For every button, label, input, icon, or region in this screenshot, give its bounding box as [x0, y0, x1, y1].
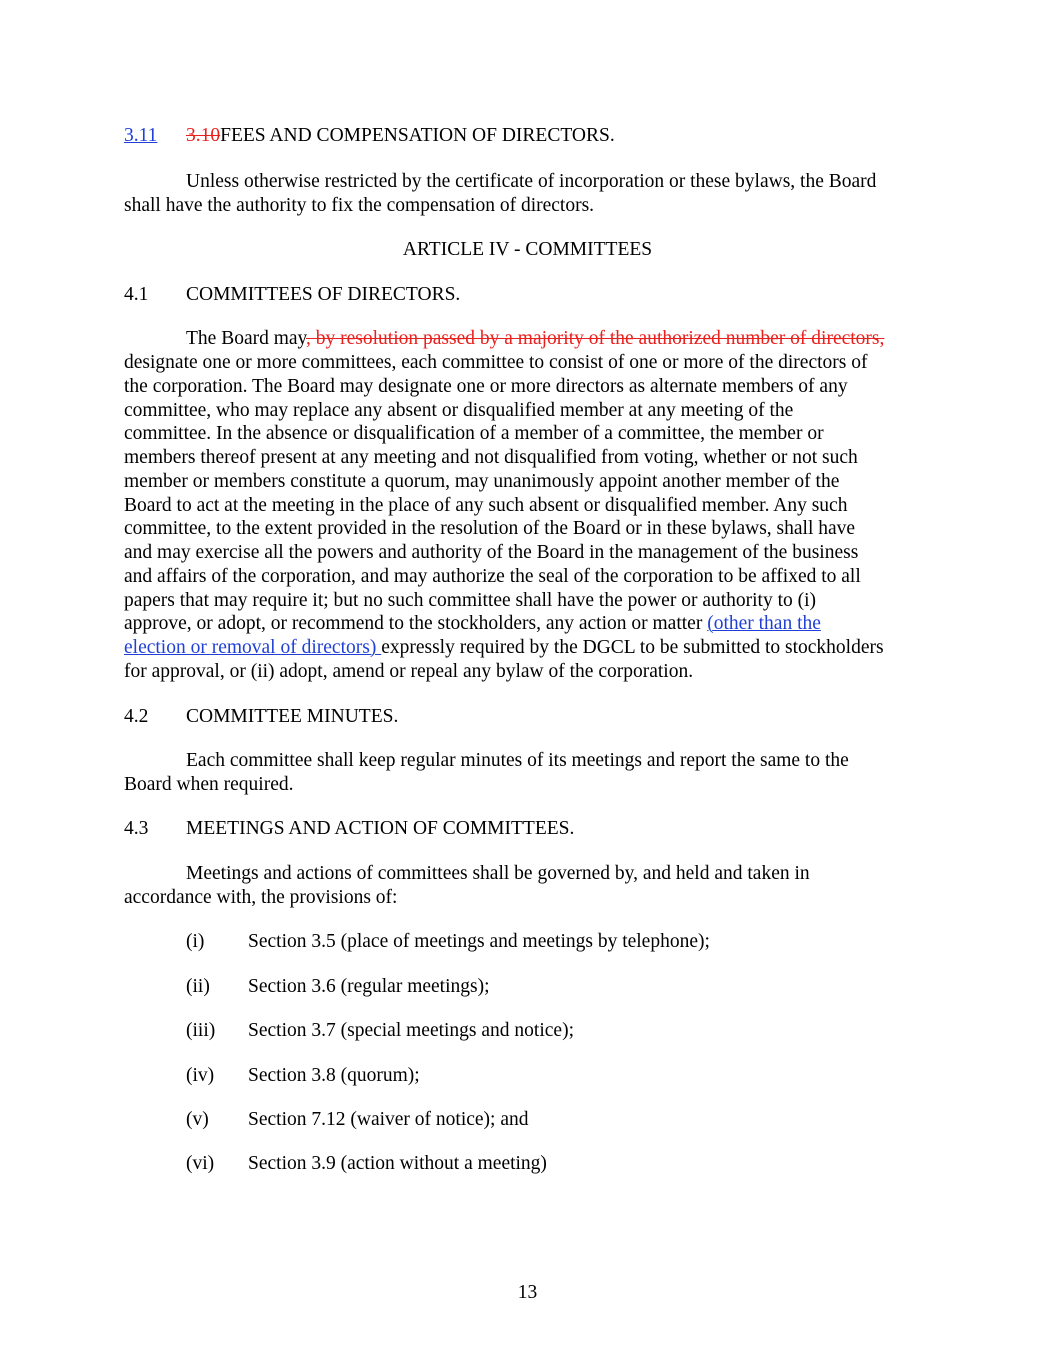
deleted-phrase: , by resolution passed by a majority of the authorized number of directors,	[306, 328, 885, 349]
paragraph-text: expressly required by the DGCL to be submitted to stockholders	[381, 637, 884, 658]
paragraph-text: approve, or adopt, or recommend to the stockholders, any action or matter	[124, 613, 708, 634]
list-item	[186, 1019, 574, 1043]
paragraph-line: shall have the authority to fix the compensation of directors.	[124, 195, 595, 216]
inserted-phrase: election or removal of directors)	[124, 637, 382, 658]
section-title: FEES AND COMPENSATION OF DIRECTORS.	[220, 125, 615, 146]
paragraph-line: Board to act at the meeting in the place of any such absent or disqualified member. Any such	[124, 495, 848, 516]
list-text: Section 3.8 (quorum);	[248, 1065, 420, 1086]
list-label: (vi)	[186, 1153, 215, 1174]
list-item	[186, 1108, 529, 1132]
inserted-phrase: (other than the	[707, 613, 821, 634]
paragraph-line	[124, 636, 884, 660]
list-text: Section 7.12 (waiver of notice); and	[248, 1109, 529, 1130]
list-item	[186, 930, 710, 954]
paragraph-line: Meetings and actions of committees shall be governed by, and held and taken in	[186, 863, 810, 884]
inserted-section-number: 3.11	[124, 125, 158, 146]
paragraph-line: the corporation. The Board may designate one or more directors as alternate members of any	[124, 376, 848, 397]
paragraph-line: for approval, or (ii) adopt, amend or repeal any bylaw of the corporation.	[124, 661, 694, 682]
section-title: MEETINGS AND ACTION OF COMMITTEES.	[186, 818, 575, 839]
article-title: ARTICLE IV - COMMITTEES	[402, 239, 653, 260]
paragraph-line	[124, 612, 821, 636]
list-text: Section 3.5 (place of meetings and meetings by telephone);	[248, 931, 710, 952]
list-label: (iv)	[186, 1065, 215, 1086]
list-item	[186, 1152, 547, 1176]
paragraph-line: and affairs of the corporation, and may authorize the seal of the corporation to be affixed to all	[124, 566, 861, 587]
section-number: 4.2	[124, 706, 149, 727]
list-text: Section 3.6 (regular meetings);	[248, 976, 490, 997]
section-title: COMMITTEES OF DIRECTORS.	[186, 284, 461, 305]
list-label: (v)	[186, 1109, 209, 1130]
paragraph-line: committee, who may replace any absent or disqualified member at any meeting of the	[124, 400, 794, 421]
page-number: 13	[517, 1282, 538, 1303]
list-label: (ii)	[186, 976, 210, 997]
paragraph-lead: The Board may	[186, 328, 307, 349]
section-42-heading	[124, 705, 398, 729]
section-43-heading	[124, 817, 574, 841]
paragraph-line: committee, to the extent provided in the resolution of the Board or in these bylaws, shall have	[124, 518, 856, 539]
paragraph-line: accordance with, the provisions of:	[124, 887, 398, 908]
section-title: COMMITTEE MINUTES.	[186, 706, 399, 727]
list-label: (i)	[186, 931, 205, 952]
list-text: Section 3.7 (special meetings and notice);	[248, 1020, 574, 1041]
paragraph-line: members thereof present at any meeting and not disqualified from voting, whether or not such	[124, 447, 858, 468]
list-text: Section 3.9 (action without a meeting)	[248, 1153, 547, 1174]
section-41-heading	[124, 283, 460, 307]
paragraph-first-line	[186, 327, 884, 351]
list-item	[186, 1064, 420, 1088]
list-label: (iii)	[186, 1020, 216, 1041]
paragraph-line: Board when required.	[124, 774, 294, 795]
section-number: 4.1	[124, 284, 149, 305]
paragraph-line: and may exercise all the powers and authority of the Board in the management of the business	[124, 542, 859, 563]
section-311-heading	[124, 124, 615, 148]
deleted-section-number: 3.10	[186, 125, 221, 146]
list-item	[186, 975, 490, 999]
paragraph-line: Each committee shall keep regular minutes of its meetings and report the same to the	[186, 750, 849, 771]
paragraph-line: papers that may require it; but no such committee shall have the power or authority to (i)	[124, 590, 817, 611]
paragraph-line: Unless otherwise restricted by the certificate of incorporation or these bylaws, the Board	[186, 171, 877, 192]
section-number: 4.3	[124, 818, 149, 839]
paragraph-line: committee. In the absence or disqualification of a member of a committee, the member or	[124, 423, 824, 444]
paragraph-line: member or members constitute a quorum, may unanimously appoint another member of the	[124, 471, 840, 492]
paragraph-line: designate one or more committees, each committee to consist of one or more of the directors of	[124, 352, 868, 373]
